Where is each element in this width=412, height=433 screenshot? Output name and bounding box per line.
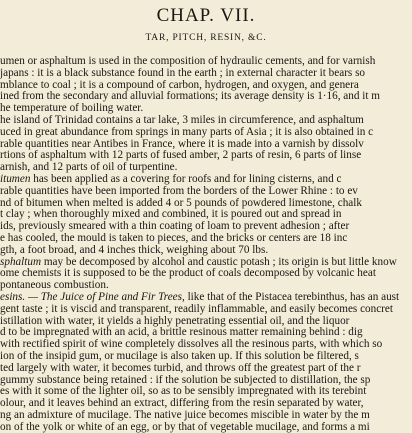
text-line	[0, 350, 359, 362]
text-line	[0, 267, 376, 279]
line-text: may be decomposed by alcohol and caustic potash ; its origin is but little know	[41, 255, 397, 268]
line-text: has been applied as a covering for roofs and for lining cisterns, and c	[30, 173, 342, 185]
text-line	[0, 385, 366, 397]
line-text: rable quantities have been imported from the borders of the Lower Rhine : to ev	[0, 184, 358, 197]
line-text: rable quantities near Antibes in France, where it is made into a varnish by dissolv	[0, 137, 364, 150]
line-text: uced in great abundance from springs in many parts of Asia ; it is also obtained in c	[0, 125, 374, 138]
text-line	[0, 138, 364, 150]
line-text: ids, previously smeared with a thin coating of loam to prevent adhesion ; after	[0, 220, 350, 233]
text-line	[0, 220, 349, 232]
line-text: umen or asphaltum is used in the composition of hydraulic cements, and for varnish	[0, 55, 376, 67]
text-line	[0, 256, 397, 268]
line-text: mblance to coal ; it is a compound of carbon, hydrogen, and oxygen, and genera	[0, 78, 359, 91]
line-text: japans : it is a black substance found in the earth ; in external character it bears so	[0, 66, 366, 79]
text-line	[0, 303, 393, 315]
text-line	[0, 421, 370, 433]
line-text: t clay ; when thoroughly mixed and combined, it is poured out and spread in	[0, 208, 342, 221]
line-text: gummy substance being retained : if the solution be subjected to distillation, the sp	[0, 373, 371, 386]
line-text: ted largely with water, it becomes turbid, and throws off the greatest part of the r	[0, 361, 361, 374]
text-line	[0, 114, 364, 126]
text-line	[0, 173, 341, 185]
line-text: ome chemists it is supposed to be the product of coals decomposed by volcanic heat	[0, 267, 376, 280]
text-line	[0, 315, 349, 327]
text-line	[0, 409, 370, 421]
line-text: he temperature of boiling water.	[0, 102, 144, 115]
text-line	[0, 326, 363, 338]
line-text: pontaneous combustion.	[0, 279, 109, 292]
text-line	[0, 197, 362, 209]
text-line	[0, 90, 380, 102]
line-text: on of the yolk or white of an egg, or by that of vegetable mucilage, and forms a mi	[0, 420, 370, 433]
line-text: with rectified spirit of wine completely dissolves all the resinous parts, with which so	[0, 338, 383, 351]
chapter-heading: CHAP. VII.	[156, 5, 256, 26]
text-line	[0, 102, 143, 114]
line-text: gth, a foot broad, and 4 inches thick, weighing about 70 lbs.	[0, 243, 269, 256]
text-line	[0, 362, 360, 374]
text-line	[0, 232, 347, 244]
chapter-subtitle: TAR, PITCH, RESIN, &C.	[145, 33, 267, 43]
text-line	[0, 161, 177, 173]
text-line	[0, 67, 365, 79]
text-line	[0, 279, 109, 291]
text-line	[0, 397, 364, 409]
line-text: gent taste ; it is viscid and transparent, readily inflammable, and easily becomes concret	[0, 302, 393, 315]
text-line	[0, 79, 359, 91]
line-text: ion of the insipid gum, or mucilage is also taken up. If this solution be filtered, s	[0, 350, 359, 362]
text-line	[0, 55, 375, 67]
text-line	[0, 244, 268, 256]
line-text: istillation with water, it yields a highly penetrating essential oil, and the liquor	[0, 314, 350, 327]
line-text: es with it some of the lighter oil, so as to be sensibly impregnated with its terebint	[0, 385, 367, 398]
text-line	[0, 126, 373, 138]
line-text: olour, and it leaves behind an extract, differing from the resin separated by water,	[0, 397, 364, 410]
text-line	[0, 149, 361, 161]
text-line	[0, 291, 399, 303]
line-text: like that of the Pistacea terebinthus, has an aust	[184, 291, 400, 303]
line-text: arnish, and 12 parts of oil of turpentine.	[0, 161, 178, 174]
line-text: d to be impregnated with an acid, a brittle resinous matter remaining behind : dig	[0, 326, 363, 339]
line-text: ined from the secondary and alluvial formations; its average density is 1·16, and it m	[0, 90, 380, 103]
line-text: ng an admixture of mucilage. The native juice becomes miscible in water by the m	[0, 409, 370, 421]
line-text: he island of Trinidad contains a tar lake, 3 miles in circumference, and asphaltum	[0, 114, 364, 126]
line-text: nd of bitumen when melted is added 4 or 5 pounds of powdered limestone, chalk	[0, 196, 362, 209]
italic-term: sphaltum	[0, 255, 42, 268]
italic-term: itumen	[0, 173, 31, 185]
text-line	[0, 208, 341, 220]
line-text: e has cooled, the mould is taken to pieces, and the bricks or centers are 18 inc	[0, 232, 348, 244]
text-line	[0, 338, 382, 350]
italic-term: esins. — The Juice of Pine and Fir Trees,	[0, 291, 185, 303]
text-line	[0, 185, 358, 197]
text-line	[0, 374, 370, 386]
line-text: rtions of asphaltum with 12 parts of fused amber, 2 parts of resin, 6 parts of linse	[0, 149, 362, 162]
